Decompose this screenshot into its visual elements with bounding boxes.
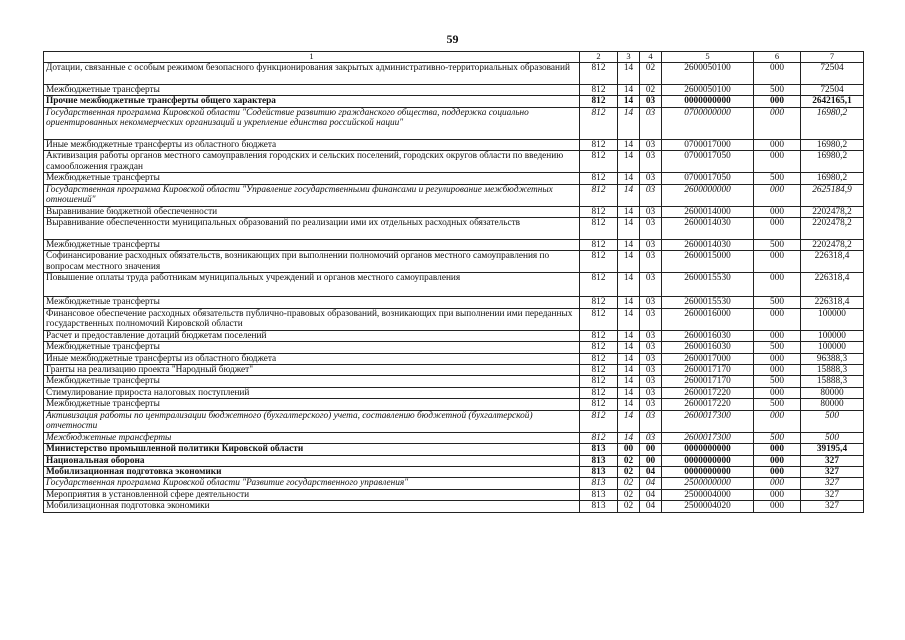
row-name-cell: Межбюджетные трансферты: [44, 342, 580, 353]
subsection-code-cell: 03: [640, 240, 662, 251]
amount-cell: 226318,4: [801, 273, 864, 297]
table-row: [44, 251, 864, 273]
target-article-cell: 0700017050: [662, 151, 754, 173]
header-cell: 3: [618, 52, 640, 63]
ministry-code-cell: 812: [580, 297, 618, 308]
subsection-code-cell: 03: [640, 206, 662, 217]
table-row: [44, 308, 864, 330]
table-row: [44, 353, 864, 364]
table-row: [44, 297, 864, 308]
expense-type-cell: 000: [754, 365, 801, 376]
target-article-cell: 2600017220: [662, 387, 754, 398]
section-code-cell: 14: [618, 218, 640, 240]
ministry-code-cell: 812: [580, 342, 618, 353]
ministry-code-cell: 812: [580, 240, 618, 251]
ministry-code-cell: 813: [580, 489, 618, 500]
amount-cell: 80000: [801, 399, 864, 410]
table-header-row: [44, 52, 864, 63]
amount-cell: 100000: [801, 308, 864, 330]
row-name-cell: Мобилизационная подготовка экономики: [44, 501, 580, 512]
expense-type-cell: 000: [754, 184, 801, 206]
row-name-cell: Межбюджетные трансферты: [44, 173, 580, 184]
expense-type-cell: 000: [754, 139, 801, 150]
amount-cell: 16980,2: [801, 107, 864, 139]
expense-type-cell: 500: [754, 85, 801, 96]
amount-cell: 2625184,9: [801, 184, 864, 206]
ministry-code-cell: 812: [580, 410, 618, 432]
row-name-cell: Прочие межбюджетные трансферты общего характера: [44, 96, 580, 107]
subsection-code-cell: 04: [640, 466, 662, 477]
target-article-cell: 2600015000: [662, 251, 754, 273]
amount-cell: 16980,2: [801, 139, 864, 150]
subsection-code-cell: 00: [640, 455, 662, 466]
row-name-cell: Государственная программа Кировской области "Развитие государственного управления": [44, 478, 580, 489]
ministry-code-cell: 812: [580, 353, 618, 364]
target-article-cell: 2500004000: [662, 489, 754, 500]
amount-cell: 327: [801, 478, 864, 489]
target-article-cell: 2600016030: [662, 342, 754, 353]
section-code-cell: 14: [618, 342, 640, 353]
subsection-code-cell: 03: [640, 139, 662, 150]
section-code-cell: 14: [618, 173, 640, 184]
expense-type-cell: 000: [754, 353, 801, 364]
target-article-cell: 0000000000: [662, 444, 754, 455]
row-name-cell: Выравнивание бюджетной обеспеченности: [44, 206, 580, 217]
subsection-code-cell: 03: [640, 376, 662, 387]
ministry-code-cell: 812: [580, 330, 618, 341]
expense-type-cell: 000: [754, 466, 801, 477]
target-article-cell: 2600015530: [662, 297, 754, 308]
expense-type-cell: 000: [754, 501, 801, 512]
row-name-cell: Софинансирование расходных обязательств, возникающих при выполнении полномочий органов местного самоуправления по вопросам местного значения: [44, 251, 580, 273]
table-row: [44, 387, 864, 398]
table-row: [44, 273, 864, 297]
amount-cell: 39195,4: [801, 444, 864, 455]
amount-cell: 100000: [801, 330, 864, 341]
header-cell: 5: [662, 52, 754, 63]
amount-cell: 100000: [801, 342, 864, 353]
table-row: [44, 342, 864, 353]
table-row: [44, 151, 864, 173]
subsection-code-cell: 03: [640, 330, 662, 341]
expense-type-cell: 500: [754, 376, 801, 387]
target-article-cell: 2600015530: [662, 273, 754, 297]
section-code-cell: 14: [618, 107, 640, 139]
row-name-cell: Иные межбюджетные трансферты из областного бюджета: [44, 139, 580, 150]
subsection-code-cell: 03: [640, 353, 662, 364]
amount-cell: 16980,2: [801, 173, 864, 184]
ministry-code-cell: 812: [580, 184, 618, 206]
target-article-cell: 0700017050: [662, 173, 754, 184]
subsection-code-cell: 03: [640, 151, 662, 173]
expense-type-cell: 500: [754, 297, 801, 308]
table-row: [44, 85, 864, 96]
budget-table: [43, 51, 864, 513]
ministry-code-cell: 812: [580, 387, 618, 398]
target-article-cell: 2600014030: [662, 240, 754, 251]
ministry-code-cell: 812: [580, 251, 618, 273]
amount-cell: 2642165,1: [801, 96, 864, 107]
header-cell: 7: [801, 52, 864, 63]
amount-cell: 2202478,2: [801, 240, 864, 251]
target-article-cell: 2600017170: [662, 376, 754, 387]
subsection-code-cell: 04: [640, 478, 662, 489]
table-row: [44, 96, 864, 107]
expense-type-cell: 000: [754, 330, 801, 341]
subsection-code-cell: 03: [640, 410, 662, 432]
subsection-code-cell: 03: [640, 297, 662, 308]
target-article-cell: 0000000000: [662, 466, 754, 477]
amount-cell: 327: [801, 466, 864, 477]
ministry-code-cell: 813: [580, 455, 618, 466]
header-cell: 4: [640, 52, 662, 63]
row-name-cell: Межбюджетные трансферты: [44, 240, 580, 251]
target-article-cell: 0700017000: [662, 139, 754, 150]
header-cell: 1: [44, 52, 580, 63]
target-article-cell: 2500004020: [662, 501, 754, 512]
section-code-cell: 14: [618, 308, 640, 330]
target-article-cell: 0000000000: [662, 455, 754, 466]
row-name-cell: Межбюджетные трансферты: [44, 85, 580, 96]
target-article-cell: 2600017300: [662, 432, 754, 443]
subsection-code-cell: 03: [640, 399, 662, 410]
amount-cell: 2202478,2: [801, 218, 864, 240]
ministry-code-cell: 812: [580, 107, 618, 139]
amount-cell: 16980,2: [801, 151, 864, 173]
row-name-cell: Стимулирование прироста налоговых поступлений: [44, 387, 580, 398]
target-article-cell: 2600016000: [662, 308, 754, 330]
table-row: [44, 107, 864, 139]
row-name-cell: Государственная программа Кировской области "Управление государственными финансами и регулирование межбюджетных отношений": [44, 184, 580, 206]
target-article-cell: 2600000000: [662, 184, 754, 206]
row-name-cell: Национальная оборона: [44, 455, 580, 466]
section-code-cell: 14: [618, 387, 640, 398]
subsection-code-cell: 03: [640, 365, 662, 376]
expense-type-cell: 000: [754, 151, 801, 173]
subsection-code-cell: 03: [640, 387, 662, 398]
row-name-cell: Мероприятия в установленной сфере деятельности: [44, 489, 580, 500]
row-name-cell: Дотации, связанные с особым режимом безопасного функционирования закрытых административно-территориальных образований: [44, 63, 580, 85]
section-code-cell: 14: [618, 410, 640, 432]
target-article-cell: 2600050100: [662, 85, 754, 96]
table-row: [44, 218, 864, 240]
target-article-cell: 0000000000: [662, 96, 754, 107]
row-name-cell: Финансовое обеспечение расходных обязательств публично-правовых образований, возникающих при выполнении ими переданных государственных полномочий Кировской области: [44, 308, 580, 330]
table-row: [44, 455, 864, 466]
row-name-cell: Межбюджетные трансферты: [44, 432, 580, 443]
subsection-code-cell: 03: [640, 96, 662, 107]
row-name-cell: Активизация работы по централизации бюджетного (бухгалтерского) учета, составлению бюджетной (бухгалтерской) отчетности: [44, 410, 580, 432]
target-article-cell: 2600017220: [662, 399, 754, 410]
ministry-code-cell: 812: [580, 96, 618, 107]
row-name-cell: Министерство промышленной политики Кировской области: [44, 444, 580, 455]
section-code-cell: 14: [618, 376, 640, 387]
table-row: [44, 139, 864, 150]
table-row: [44, 184, 864, 206]
target-article-cell: 2600017000: [662, 353, 754, 364]
subsection-code-cell: 03: [640, 218, 662, 240]
section-code-cell: 14: [618, 151, 640, 173]
table-row: [44, 501, 864, 512]
section-code-cell: 14: [618, 365, 640, 376]
ministry-code-cell: 812: [580, 273, 618, 297]
ministry-code-cell: 812: [580, 218, 618, 240]
expense-type-cell: 000: [754, 107, 801, 139]
section-code-cell: 02: [618, 455, 640, 466]
row-name-cell: Повышение оплаты труда работникам муниципальных учреждений и органов местного самоуправления: [44, 273, 580, 297]
ministry-code-cell: 812: [580, 173, 618, 184]
subsection-code-cell: 02: [640, 63, 662, 85]
expense-type-cell: 000: [754, 387, 801, 398]
expense-type-cell: 000: [754, 478, 801, 489]
subsection-code-cell: 04: [640, 501, 662, 512]
row-name-cell: Межбюджетные трансферты: [44, 399, 580, 410]
expense-type-cell: 000: [754, 206, 801, 217]
section-code-cell: 02: [618, 478, 640, 489]
amount-cell: 327: [801, 489, 864, 500]
section-code-cell: 14: [618, 399, 640, 410]
ministry-code-cell: 812: [580, 63, 618, 85]
section-code-cell: 14: [618, 63, 640, 85]
section-code-cell: 02: [618, 501, 640, 512]
table-row: [44, 410, 864, 432]
subsection-code-cell: 03: [640, 107, 662, 139]
subsection-code-cell: 03: [640, 173, 662, 184]
table-row: [44, 489, 864, 500]
target-article-cell: 2600017170: [662, 365, 754, 376]
subsection-code-cell: 04: [640, 489, 662, 500]
amount-cell: 327: [801, 501, 864, 512]
subsection-code-cell: 03: [640, 273, 662, 297]
target-article-cell: 2600014000: [662, 206, 754, 217]
amount-cell: 72504: [801, 85, 864, 96]
ministry-code-cell: 812: [580, 85, 618, 96]
expense-type-cell: 000: [754, 251, 801, 273]
subsection-code-cell: 02: [640, 85, 662, 96]
expense-type-cell: 500: [754, 342, 801, 353]
table-row: [44, 376, 864, 387]
row-name-cell: Выравнивание обеспеченности муниципальных образований по реализации ими их отдельных расходных обязательств: [44, 218, 580, 240]
amount-cell: 2202478,2: [801, 206, 864, 217]
table-row: [44, 478, 864, 489]
section-code-cell: 02: [618, 466, 640, 477]
row-name-cell: Расчет и предоставление дотаций бюджетам поселений: [44, 330, 580, 341]
ministry-code-cell: 813: [580, 444, 618, 455]
section-code-cell: 14: [618, 85, 640, 96]
subsection-code-cell: 03: [640, 342, 662, 353]
amount-cell: 226318,4: [801, 297, 864, 308]
subsection-code-cell: 03: [640, 308, 662, 330]
expense-type-cell: 500: [754, 173, 801, 184]
subsection-code-cell: 03: [640, 251, 662, 273]
table-row: [44, 173, 864, 184]
expense-type-cell: 000: [754, 455, 801, 466]
expense-type-cell: 500: [754, 399, 801, 410]
ministry-code-cell: 813: [580, 501, 618, 512]
table-row: [44, 432, 864, 443]
amount-cell: 500: [801, 432, 864, 443]
ministry-code-cell: 812: [580, 432, 618, 443]
amount-cell: 80000: [801, 387, 864, 398]
section-code-cell: 14: [618, 251, 640, 273]
row-name-cell: Мобилизационная подготовка экономики: [44, 466, 580, 477]
ministry-code-cell: 813: [580, 466, 618, 477]
table-row: [44, 466, 864, 477]
expense-type-cell: 000: [754, 218, 801, 240]
ministry-code-cell: 812: [580, 308, 618, 330]
expense-type-cell: 000: [754, 273, 801, 297]
section-code-cell: 14: [618, 353, 640, 364]
ministry-code-cell: 812: [580, 365, 618, 376]
row-name-cell: Государственная программа Кировской области "Содействие развитию гражданского общества, поддержка социально ориентированных некоммерческих организаций и укрепление единства российской нации": [44, 107, 580, 139]
section-code-cell: 14: [618, 206, 640, 217]
section-code-cell: 00: [618, 444, 640, 455]
amount-cell: 96388,3: [801, 353, 864, 364]
ministry-code-cell: 812: [580, 399, 618, 410]
section-code-cell: 14: [618, 273, 640, 297]
expense-type-cell: 000: [754, 63, 801, 85]
expense-type-cell: 000: [754, 96, 801, 107]
table-row: [44, 399, 864, 410]
section-code-cell: 14: [618, 432, 640, 443]
target-article-cell: 2600014030: [662, 218, 754, 240]
section-code-cell: 14: [618, 96, 640, 107]
expense-type-cell: 000: [754, 410, 801, 432]
expense-type-cell: 500: [754, 240, 801, 251]
table-row: [44, 365, 864, 376]
row-name-cell: Иные межбюджетные трансферты из областного бюджета: [44, 353, 580, 364]
ministry-code-cell: 812: [580, 151, 618, 173]
table-row: [44, 63, 864, 85]
section-code-cell: 14: [618, 297, 640, 308]
target-article-cell: 2600016030: [662, 330, 754, 341]
subsection-code-cell: 03: [640, 432, 662, 443]
target-article-cell: 2600017300: [662, 410, 754, 432]
section-code-cell: 14: [618, 184, 640, 206]
amount-cell: 500: [801, 410, 864, 432]
row-name-cell: Межбюджетные трансферты: [44, 297, 580, 308]
table-row: [44, 330, 864, 341]
amount-cell: 15888,3: [801, 376, 864, 387]
expense-type-cell: 000: [754, 489, 801, 500]
row-name-cell: Гранты на реализацию проекта "Народный бюджет": [44, 365, 580, 376]
amount-cell: 327: [801, 455, 864, 466]
target-article-cell: 0700000000: [662, 107, 754, 139]
target-article-cell: 2500000000: [662, 478, 754, 489]
section-code-cell: 14: [618, 139, 640, 150]
target-article-cell: 2600050100: [662, 63, 754, 85]
header-cell: 6: [754, 52, 801, 63]
ministry-code-cell: 812: [580, 139, 618, 150]
ministry-code-cell: 812: [580, 206, 618, 217]
expense-type-cell: 000: [754, 444, 801, 455]
table-row: [44, 240, 864, 251]
amount-cell: 15888,3: [801, 365, 864, 376]
row-name-cell: Активизация работы органов местного самоуправления городских и сельских поселений, городских округов области по введению самообложения граждан: [44, 151, 580, 173]
section-code-cell: 14: [618, 330, 640, 341]
table-row: [44, 206, 864, 217]
section-code-cell: 14: [618, 240, 640, 251]
amount-cell: 72504: [801, 63, 864, 85]
page-number: 59: [446, 32, 459, 46]
expense-type-cell: 500: [754, 432, 801, 443]
subsection-code-cell: 00: [640, 444, 662, 455]
row-name-cell: Межбюджетные трансферты: [44, 376, 580, 387]
table-row: [44, 444, 864, 455]
subsection-code-cell: 03: [640, 184, 662, 206]
header-cell: 2: [580, 52, 618, 63]
ministry-code-cell: 813: [580, 478, 618, 489]
amount-cell: 226318,4: [801, 251, 864, 273]
ministry-code-cell: 812: [580, 376, 618, 387]
section-code-cell: 02: [618, 489, 640, 500]
expense-type-cell: 000: [754, 308, 801, 330]
